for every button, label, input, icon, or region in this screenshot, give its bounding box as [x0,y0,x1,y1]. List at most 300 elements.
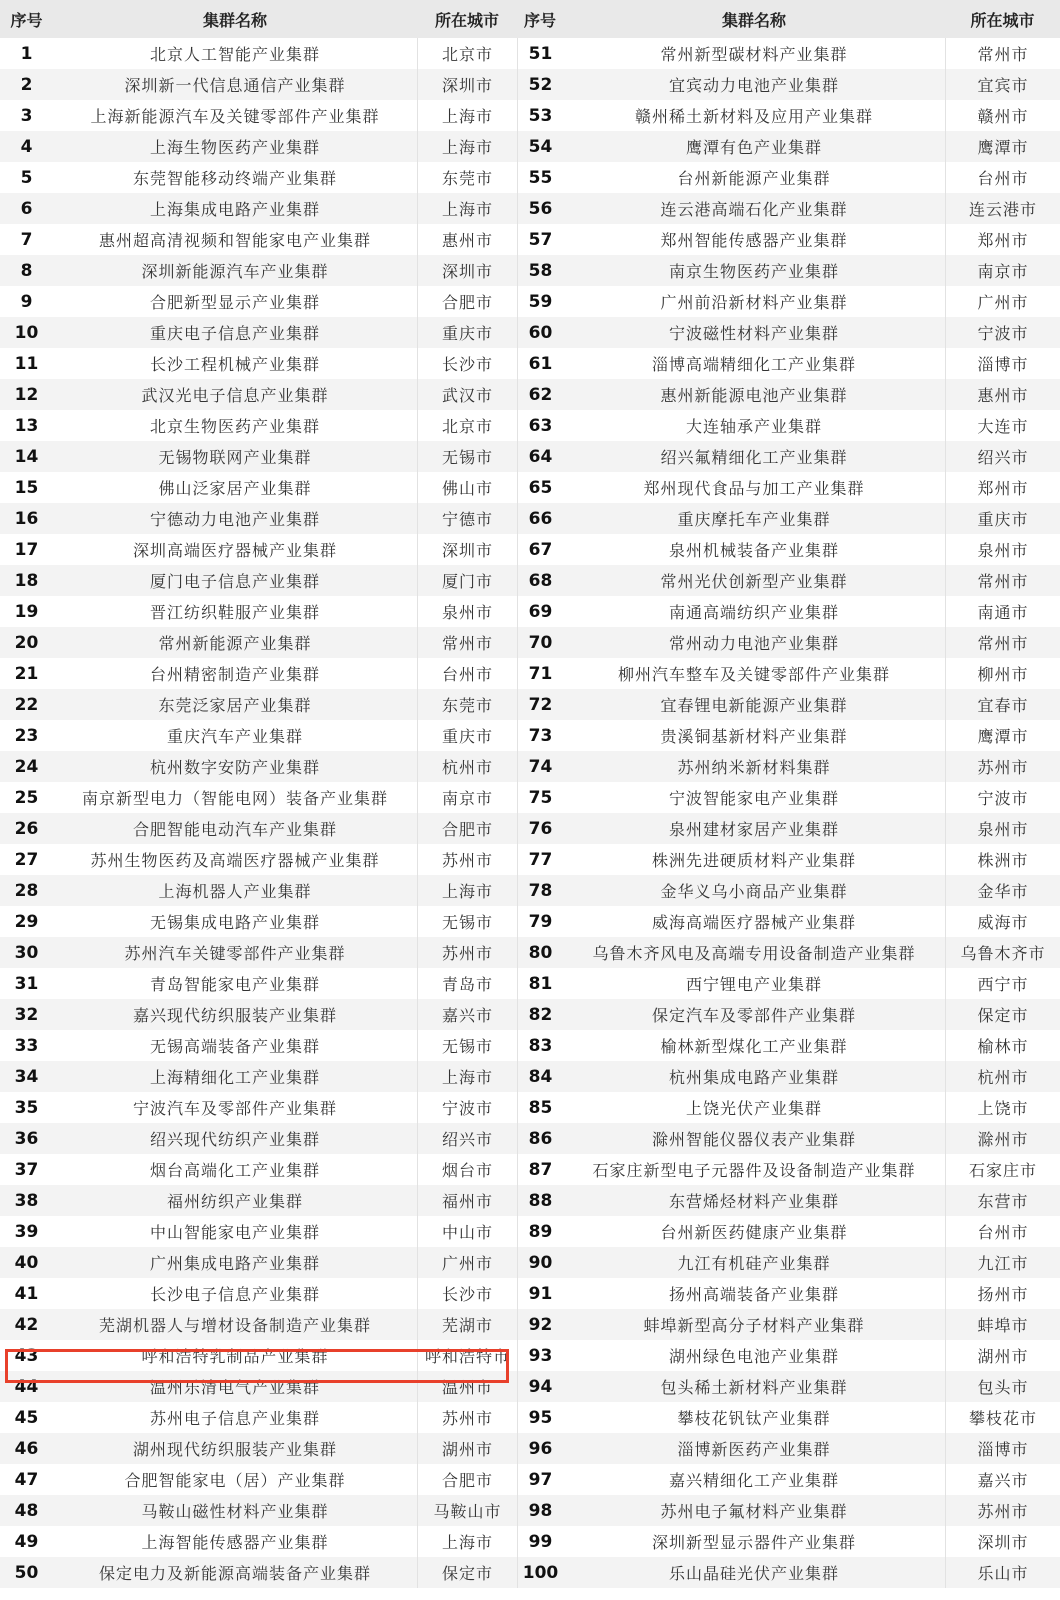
cell-city: 广州市 [417,1247,517,1278]
cell-city: 嘉兴市 [417,999,517,1030]
cell-index: 6 [0,193,53,224]
cell-index: 10 [0,317,53,348]
cell-cluster-name: 郑州智能传感器产业集群 [660,231,848,250]
cell-index: 33 [14,1035,39,1056]
cell-index: 51 [517,38,563,69]
cell-index: 21 [14,663,39,684]
cell-index: 40 [0,1247,53,1278]
cell-cluster-name: 攀枝花钒钛产业集群 [677,1409,831,1428]
cell-city: 东莞市 [417,162,517,193]
cell-cluster-name: 上海集成电路产业集群 [53,193,417,224]
cell-city: 常州市 [945,38,1060,69]
cell-city: 南京市 [945,255,1060,286]
cell-index: 87 [517,1154,563,1185]
cell-index: 49 [14,1531,39,1552]
cell-city: 苏州市 [417,937,517,968]
cell-city: 台州市 [945,1216,1060,1247]
cell-cluster-name: 苏州纳米新材料集群 [563,751,945,782]
cell-cluster-name: 南京新型电力（智能电网）装备产业集群 [81,789,388,808]
cell-city: 上饶市 [945,1092,1060,1123]
cell-city: 惠州市 [417,224,517,255]
header-cluster-name: 集群名称 [563,0,945,38]
cell-city: 包头市 [945,1371,1060,1402]
cell-index: 63 [517,410,563,441]
cell-index: 29 [14,911,39,932]
cell-city: 鹰潭市 [945,720,1060,751]
cell-city: 保定市 [417,1557,517,1588]
cell-cluster-name: 扬州高端装备产业集群 [668,1285,839,1304]
cell-city: 上海市 [417,131,517,162]
cell-cluster-name: 常州动力电池产业集群 [563,627,945,658]
cell-cluster-name: 长沙电子信息产业集群 [149,1285,320,1304]
cell-city: 马鞍山市 [417,1495,517,1526]
cell-index: 13 [14,415,39,436]
cell-city: 中山市 [417,1216,517,1247]
cell-city: 苏州市 [417,844,517,875]
header-index: 序号 [0,0,53,38]
cell-index: 83 [517,1030,563,1061]
cell-index: 38 [0,1185,53,1216]
cell-cluster-name: 呼和浩特乳制品产业集群 [141,1347,329,1366]
cell-cluster-name: 芜湖机器人与增材设备制造产业集群 [53,1309,417,1340]
cell-index: 78 [517,875,563,906]
cell-index: 23 [14,725,39,746]
cell-city: 株洲市 [945,844,1060,875]
cell-cluster-name: 北京生物医药产业集群 [149,417,320,436]
cell-index: 19 [14,601,39,622]
cell-cluster-name: 湖州现代纺织服装产业集群 [53,1433,417,1464]
cell-cluster-name: 中山智能家电产业集群 [149,1223,320,1242]
cell-index: 70 [517,627,563,658]
cell-index: 71 [517,658,563,689]
cell-cluster-name: 泉州机械装备产业集群 [668,541,839,560]
cell-city: 乌鲁木齐市 [945,937,1060,968]
cell-index: 73 [517,720,563,751]
cell-index: 99 [517,1526,563,1557]
cell-index: 52 [517,69,563,100]
cell-index: 30 [0,937,53,968]
cell-cluster-name: 晋江纺织鞋服产业集群 [149,603,320,622]
cell-cluster-name: 宜宾动力电池产业集群 [563,69,945,100]
cell-city: 台州市 [417,658,517,689]
cell-city: 厦门市 [417,565,517,596]
cell-city: 鹰潭市 [945,131,1060,162]
cell-city: 湖州市 [417,1433,517,1464]
cell-city: 武汉市 [417,379,517,410]
cell-cluster-name: 合肥新型显示产业集群 [149,293,320,312]
cell-index: 97 [517,1464,563,1495]
cell-index: 26 [0,813,53,844]
cell-index: 98 [517,1495,563,1526]
cell-cluster-name: 上海生物医药产业集群 [53,131,417,162]
cell-index: 35 [14,1097,39,1118]
cell-cluster-name: 厦门电子信息产业集群 [53,565,417,596]
cell-index: 72 [517,689,563,720]
cell-index: 92 [517,1309,563,1340]
cell-index: 24 [0,751,53,782]
cell-cluster-name: 苏州电子信息产业集群 [149,1409,320,1428]
cell-city: 宁波市 [945,782,1060,813]
cell-index: 9 [20,291,33,312]
cell-city: 大连市 [945,410,1060,441]
cell-index: 68 [517,565,563,596]
cell-index: 3 [20,105,33,126]
cell-cluster-name: 宁波智能家电产业集群 [668,789,839,808]
cell-index: 1 [20,43,33,64]
cell-city: 上海市 [417,100,517,131]
cell-city: 佛山市 [417,472,517,503]
cell-index: 50 [0,1557,53,1588]
cell-city: 滁州市 [945,1123,1060,1154]
cell-index: 100 [517,1557,563,1588]
cell-index: 41 [14,1283,39,1304]
cell-city: 常州市 [945,565,1060,596]
cell-index: 59 [517,286,563,317]
cell-city: 杭州市 [945,1061,1060,1092]
cell-cluster-name: 无锡集成电路产业集群 [149,913,320,932]
cell-index: 55 [517,162,563,193]
cell-city: 淄博市 [945,348,1060,379]
cell-cluster-name: 威海高端医疗器械产业集群 [651,913,856,932]
cell-cluster-name: 合肥智能家电（居）产业集群 [124,1471,346,1490]
cell-cluster-name: 东莞智能移动终端产业集群 [132,169,337,188]
cell-index: 64 [517,441,563,472]
cell-index: 18 [0,565,53,596]
cell-cluster-name: 无锡高端装备产业集群 [149,1037,320,1056]
cell-city: 郑州市 [945,224,1060,255]
cell-cluster-name: 惠州新能源电池产业集群 [563,379,945,410]
cell-city: 绍兴市 [417,1123,517,1154]
cell-index: 32 [0,999,53,1030]
cell-city: 嘉兴市 [945,1464,1060,1495]
cell-city: 上海市 [417,1061,517,1092]
cell-city: 苏州市 [417,1402,517,1433]
cell-city: 北京市 [417,38,517,69]
cell-city: 湖州市 [945,1340,1060,1371]
header-cluster-name: 集群名称 [53,0,417,38]
cell-cluster-name: 大连轴承产业集群 [685,417,822,436]
cell-index: 93 [517,1340,563,1371]
cell-index: 12 [0,379,53,410]
table-right-half [517,0,1060,1600]
cell-cluster-name: 杭州集成电路产业集群 [563,1061,945,1092]
cell-cluster-name: 佛山泛家居产业集群 [158,479,312,498]
cell-city: 杭州市 [417,751,517,782]
cell-cluster-name: 乌鲁木齐风电及高端专用设备制造产业集群 [563,937,945,968]
cell-city: 赣州市 [945,100,1060,131]
cell-city: 深圳市 [417,69,517,100]
cell-cluster-name: 深圳新能源汽车产业集群 [53,255,417,286]
cell-index: 80 [517,937,563,968]
cell-city: 宜宾市 [945,69,1060,100]
cell-index: 4 [0,131,53,162]
cell-city: 蚌埠市 [945,1309,1060,1340]
cell-cluster-name: 台州精密制造产业集群 [149,665,320,684]
cell-index: 79 [517,906,563,937]
cell-cluster-name: 重庆汽车产业集群 [166,727,303,746]
cell-cluster-name: 宜春锂电新能源产业集群 [563,689,945,720]
cell-cluster-name: 淄博新医药产业集群 [563,1433,945,1464]
cell-index: 2 [0,69,53,100]
cell-index: 56 [517,193,563,224]
header-index: 序号 [517,0,563,38]
cell-index: 60 [517,317,563,348]
cell-cluster-name: 南通高端纺织产业集群 [668,603,839,622]
cell-city: 广州市 [945,286,1060,317]
cell-city: 无锡市 [417,441,517,472]
cell-city: 呼和浩特市 [417,1340,517,1371]
cell-index: 45 [14,1407,39,1428]
cell-cluster-name: 上海智能传感器产业集群 [141,1533,329,1552]
cell-city: 扬州市 [945,1278,1060,1309]
cell-city: 榆林市 [945,1030,1060,1061]
cell-city: 重庆市 [945,503,1060,534]
cell-index: 82 [517,999,563,1030]
cell-city: 重庆市 [417,317,517,348]
cell-index: 37 [14,1159,39,1180]
cell-index: 43 [14,1345,39,1366]
cell-cluster-name: 滁州智能仪器仪表产业集群 [563,1123,945,1154]
cell-cluster-name: 常州光伏创新型产业集群 [563,565,945,596]
cell-index: 61 [517,348,563,379]
cell-cluster-name: 保定汽车及零部件产业集群 [563,999,945,1030]
cell-city: 台州市 [945,162,1060,193]
cell-cluster-name: 东营烯烃材料产业集群 [563,1185,945,1216]
cell-index: 16 [0,503,53,534]
cell-index: 44 [0,1371,53,1402]
cell-cluster-name: 嘉兴精细化工产业集群 [668,1471,839,1490]
cell-city: 福州市 [417,1185,517,1216]
cell-city: 威海市 [945,906,1060,937]
cell-cluster-name: 上海精细化工产业集群 [53,1061,417,1092]
cell-index: 11 [14,353,39,374]
cell-cluster-name: 赣州稀土新材料及应用产业集群 [634,107,873,126]
cell-cluster-name: 福州纺织产业集群 [53,1185,417,1216]
cell-cluster-name: 烟台高端化工产业集群 [149,1161,320,1180]
cell-cluster-name: 绍兴现代纺织产业集群 [53,1123,417,1154]
cell-index: 46 [0,1433,53,1464]
cell-city: 东营市 [945,1185,1060,1216]
cell-cluster-name: 宁波汽车及零部件产业集群 [132,1099,337,1118]
cell-cluster-name: 株洲先进硬质材料产业集群 [651,851,856,870]
cell-cluster-name: 金华义乌小商品产业集群 [563,875,945,906]
cell-index: 75 [517,782,563,813]
cell-city: 苏州市 [945,1495,1060,1526]
cell-city: 攀枝花市 [945,1402,1060,1433]
cell-cluster-name: 泉州建材家居产业集群 [563,813,945,844]
cell-city: 南京市 [417,782,517,813]
cell-cluster-name: 上海机器人产业集群 [53,875,417,906]
cell-city: 深圳市 [417,255,517,286]
cell-index: 5 [20,167,33,188]
cell-index: 14 [0,441,53,472]
cell-cluster-name: 郑州现代食品与加工产业集群 [643,479,865,498]
cell-city: 西宁市 [945,968,1060,999]
cell-city: 柳州市 [945,658,1060,689]
cell-city: 宜春市 [945,689,1060,720]
cell-index: 90 [517,1247,563,1278]
cell-cluster-name: 杭州数字安防产业集群 [53,751,417,782]
cell-cluster-name: 嘉兴现代纺织服装产业集群 [53,999,417,1030]
cell-cluster-name: 青岛智能家电产业集群 [149,975,320,994]
cell-city: 北京市 [417,410,517,441]
cell-city: 上海市 [417,875,517,906]
cell-index: 67 [517,534,563,565]
cell-city: 宁波市 [417,1092,517,1123]
cell-cluster-name: 宁德动力电池产业集群 [53,503,417,534]
cell-city: 无锡市 [417,906,517,937]
cell-cluster-name: 九江有机硅产业集群 [563,1247,945,1278]
cell-index: 28 [0,875,53,906]
cell-index: 8 [0,255,53,286]
cell-city: 泉州市 [945,534,1060,565]
cell-cluster-name: 北京人工智能产业集群 [149,45,320,64]
cell-index: 34 [0,1061,53,1092]
header-city: 所在城市 [417,0,517,38]
cell-index: 88 [517,1185,563,1216]
cell-city: 淄博市 [945,1433,1060,1464]
cell-cluster-name: 温州乐清电气产业集群 [53,1371,417,1402]
cell-cluster-name: 鹰潭有色产业集群 [563,131,945,162]
cell-cluster-name: 广州集成电路产业集群 [53,1247,417,1278]
cell-city: 石家庄市 [945,1154,1060,1185]
cell-city: 上海市 [417,193,517,224]
cell-index: 39 [14,1221,39,1242]
cell-cluster-name: 常州新能源产业集群 [53,627,417,658]
cell-index: 31 [14,973,39,994]
cell-index: 53 [517,100,563,131]
cell-cluster-name: 贵溪铜基新材料产业集群 [660,727,848,746]
cell-index: 62 [517,379,563,410]
cell-city: 青岛市 [417,968,517,999]
cell-index: 77 [517,844,563,875]
cell-city: 绍兴市 [945,441,1060,472]
cell-index: 42 [0,1309,53,1340]
cell-city: 乐山市 [945,1557,1060,1588]
cell-index: 47 [14,1469,39,1490]
cell-city: 长沙市 [417,348,517,379]
cell-city: 保定市 [945,999,1060,1030]
cell-index: 25 [14,787,39,808]
cell-cluster-name: 淄博高端精细化工产业集群 [651,355,856,374]
cell-city: 温州市 [417,1371,517,1402]
cell-index: 15 [14,477,39,498]
cell-city: 泉州市 [945,813,1060,844]
cell-cluster-name: 重庆摩托车产业集群 [563,503,945,534]
cell-cluster-name: 保定电力及新能源高端装备产业集群 [53,1557,417,1588]
cell-city: 常州市 [945,627,1060,658]
cell-city: 深圳市 [945,1526,1060,1557]
cell-cluster-name: 无锡物联网产业集群 [53,441,417,472]
cell-city: 无锡市 [417,1030,517,1061]
cell-cluster-name: 合肥智能电动汽车产业集群 [53,813,417,844]
cell-city: 烟台市 [417,1154,517,1185]
cell-index: 95 [517,1402,563,1433]
cell-city: 惠州市 [945,379,1060,410]
cell-index: 66 [517,503,563,534]
cell-cluster-name: 苏州汽车关键零部件产业集群 [53,937,417,968]
cell-index: 54 [517,131,563,162]
cell-index: 85 [517,1092,563,1123]
cell-city: 芜湖市 [417,1309,517,1340]
cell-index: 94 [517,1371,563,1402]
cell-city: 连云港市 [945,193,1060,224]
cell-cluster-name: 长沙工程机械产业集群 [149,355,320,374]
cell-cluster-name: 上饶光伏产业集群 [685,1099,822,1118]
cell-index: 27 [14,849,39,870]
cell-cluster-name: 广州前沿新材料产业集群 [660,293,848,312]
cell-cluster-name: 榆林新型煤化工产业集群 [660,1037,848,1056]
cell-cluster-name: 台州新医药健康产业集群 [660,1223,848,1242]
cell-index: 89 [517,1216,563,1247]
cell-cluster-name: 重庆电子信息产业集群 [53,317,417,348]
cell-city: 泉州市 [417,596,517,627]
cell-index: 48 [0,1495,53,1526]
cell-cluster-name: 马鞍山磁性材料产业集群 [53,1495,417,1526]
cell-index: 86 [517,1123,563,1154]
cell-city: 南通市 [945,596,1060,627]
cell-cluster-name: 包头稀土新材料产业集群 [563,1371,945,1402]
cell-index: 36 [0,1123,53,1154]
cell-index: 81 [517,968,563,999]
cell-city: 长沙市 [417,1278,517,1309]
cell-index: 74 [517,751,563,782]
cell-city: 郑州市 [945,472,1060,503]
cell-cluster-name: 深圳新一代信息通信产业集群 [53,69,417,100]
cell-cluster-name: 武汉光电子信息产业集群 [53,379,417,410]
cell-city: 常州市 [417,627,517,658]
cell-cluster-name: 石家庄新型电子元器件及设备制造产业集群 [592,1161,916,1180]
cell-cluster-name: 惠州超高清视频和智能家电产业集群 [98,231,371,250]
cell-index: 20 [0,627,53,658]
cell-city: 金华市 [945,875,1060,906]
cell-index: 91 [517,1278,563,1309]
cell-city: 苏州市 [945,751,1060,782]
cell-cluster-name: 常州新型碳材料产业集群 [660,45,848,64]
table-left-half [0,0,517,1600]
cell-index: 96 [517,1433,563,1464]
cell-cluster-name: 深圳高端医疗器械产业集群 [132,541,337,560]
cell-city: 东莞市 [417,689,517,720]
cell-index: 22 [0,689,53,720]
cell-index: 76 [517,813,563,844]
cell-index: 7 [20,229,33,250]
cell-city: 宁德市 [417,503,517,534]
cell-city: 重庆市 [417,720,517,751]
cell-cluster-name: 连云港高端石化产业集群 [563,193,945,224]
cell-cluster-name: 上海新能源汽车及关键零部件产业集群 [90,107,380,126]
cell-cluster-name: 宁波磁性材料产业集群 [563,317,945,348]
cell-index: 58 [517,255,563,286]
cell-index: 57 [517,224,563,255]
cell-city: 九江市 [945,1247,1060,1278]
cell-cluster-name: 蚌埠新型高分子材料产业集群 [563,1309,945,1340]
cell-index: 17 [14,539,39,560]
cell-cluster-name: 苏州电子氟材料产业集群 [563,1495,945,1526]
cell-city: 合肥市 [417,1464,517,1495]
cell-cluster-name: 苏州生物医药及高端医疗器械产业集群 [90,851,380,870]
cell-cluster-name: 柳州汽车整车及关键零部件产业集群 [617,665,890,684]
cell-index: 84 [517,1061,563,1092]
cell-cluster-name: 绍兴氟精细化工产业集群 [563,441,945,472]
cell-city: 深圳市 [417,534,517,565]
cell-city: 上海市 [417,1526,517,1557]
cell-city: 合肥市 [417,286,517,317]
cell-cluster-name: 深圳新型显示器件产业集群 [651,1533,856,1552]
header-city: 所在城市 [945,0,1060,38]
cell-cluster-name: 乐山晶硅光伏产业集群 [563,1557,945,1588]
cell-city: 合肥市 [417,813,517,844]
